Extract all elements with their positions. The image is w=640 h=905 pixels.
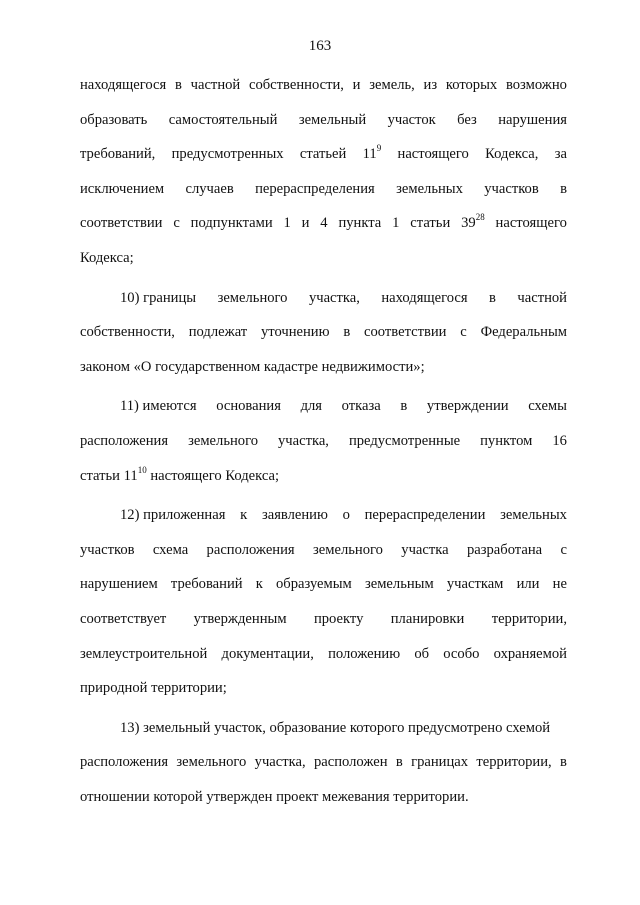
text-line (80, 498, 567, 533)
word: настоящего (397, 146, 469, 163)
word: участка, (308, 289, 360, 306)
text-line: статьи $11^{10}$ настоящего Кодекса; (80, 464, 280, 484)
word: Федеральным (480, 324, 567, 341)
word: участок (387, 111, 436, 128)
word: частной (190, 77, 241, 93)
word: положению (328, 645, 401, 662)
text-line: Кодекса; (80, 249, 134, 266)
word: соответствии (364, 324, 447, 341)
word: в (560, 180, 567, 197)
word: статьей (299, 146, 347, 163)
word: подпунктами (190, 215, 273, 232)
word: 12) приложенная (120, 507, 226, 524)
word: образовать (80, 111, 148, 128)
word: земель, (369, 77, 415, 93)
text-line (80, 424, 567, 459)
text-line (80, 602, 567, 637)
text-line (80, 137, 567, 172)
word: требований (170, 576, 243, 593)
word: и (352, 77, 361, 93)
text-line (80, 389, 567, 424)
word: в (400, 398, 408, 415)
word: утверждении (426, 398, 509, 415)
paragraph-item-13 (80, 711, 567, 815)
word: земельных (500, 507, 567, 524)
word: земельных (396, 180, 463, 197)
word: предусмотренные (348, 432, 461, 449)
word: схемы (528, 398, 567, 415)
word: землеустроительной (80, 645, 208, 662)
word: к (255, 576, 263, 593)
word: схема (152, 541, 189, 558)
word: земельного (217, 289, 288, 306)
word: подлежат (188, 324, 248, 341)
word: участка, (277, 432, 329, 449)
word: основания (216, 398, 281, 415)
word: в (560, 754, 567, 771)
word: соответствует (80, 610, 167, 627)
text-line: законом «О государственном кадастре недвижимости»; (80, 358, 425, 375)
word: случаев (185, 180, 234, 197)
word: Кодекса, (485, 146, 539, 163)
word: земельного (188, 432, 258, 449)
word: собственности, (248, 77, 344, 93)
document-body (80, 68, 567, 814)
word: которых (445, 77, 498, 93)
word: предусмотренных (171, 146, 284, 163)
word: участкам (446, 576, 504, 593)
word: земельным (364, 576, 434, 593)
word: расположения (80, 432, 169, 449)
text-line (80, 281, 567, 316)
word: возможно (505, 77, 567, 93)
text-line: природной территории; (80, 680, 227, 697)
text-line (80, 567, 567, 602)
text-line (80, 533, 567, 568)
word: находящегося (80, 77, 167, 93)
word: соответствии (80, 215, 163, 232)
word: участка (401, 541, 449, 558)
paragraph-item-10 (80, 281, 567, 385)
page-number: 163 (308, 38, 332, 54)
word: отказа (341, 398, 381, 415)
word: нарушением (80, 576, 158, 593)
word: в (174, 77, 182, 93)
word: частной (517, 289, 567, 306)
word: статьи (410, 215, 451, 232)
word: настоящего (495, 215, 567, 232)
paragraph-continuation (80, 68, 567, 276)
word: в (395, 754, 403, 771)
word: собственности, (80, 324, 175, 341)
word: расположения (80, 754, 169, 771)
word: 16 (552, 432, 567, 449)
word: и (301, 215, 310, 232)
paragraph-item-11 (80, 389, 567, 493)
paragraph-item-12 (80, 498, 567, 706)
text-line (80, 68, 567, 103)
word: из (423, 77, 438, 93)
text-line (80, 745, 567, 780)
word: исключением (80, 180, 165, 197)
text-line: отношении которой утвержден проект межевания территории. (80, 788, 469, 805)
text-line: 13) земельный участок, образование которого предусмотрено схемой (120, 719, 551, 736)
word: с (173, 215, 180, 232)
word: не (552, 576, 567, 593)
word: документации, (221, 645, 314, 662)
word: требований, (80, 146, 156, 163)
word: образуемым (275, 576, 352, 593)
word: уточнению (260, 324, 330, 341)
word: или (516, 576, 540, 593)
word: заявлению (261, 507, 328, 524)
word: территории, (476, 754, 552, 771)
word: 1 (283, 215, 291, 232)
superscript-reference: $11^{10}$ (123, 464, 147, 484)
word: с (460, 324, 467, 341)
word: планировки (390, 610, 465, 627)
word: земельный (298, 111, 367, 128)
word: проекту (313, 610, 364, 627)
word: для (300, 398, 323, 415)
text-line (80, 637, 567, 672)
word: участка, (254, 754, 306, 771)
word: в (343, 324, 351, 341)
word: перераспределения (255, 180, 375, 197)
word: особо (443, 645, 480, 662)
word: в (489, 289, 496, 306)
word: нарушения (498, 111, 567, 128)
text-line (80, 103, 567, 138)
word: земельного (176, 754, 247, 771)
word: 1 (392, 215, 400, 232)
word: границах (411, 754, 469, 771)
word: перераспределении (364, 507, 486, 524)
word: утвержденным (193, 610, 287, 627)
word: разработана (466, 541, 543, 558)
word: 10) границы (120, 289, 197, 306)
text-line (80, 206, 567, 241)
word: к (240, 507, 248, 524)
word: охраняемой (493, 645, 567, 662)
word: расположения (206, 541, 295, 558)
superscript-reference: $39^{28}$ (461, 212, 485, 232)
word: с (560, 541, 567, 558)
word: расположен (313, 754, 388, 771)
word: без (457, 111, 477, 128)
text-line (80, 315, 567, 350)
superscript-reference: $11^9$ (362, 143, 382, 163)
text-line (80, 172, 567, 207)
word: земельного (313, 541, 383, 558)
word: территории, (491, 610, 567, 627)
word: пунктом (480, 432, 533, 449)
word: участков (484, 180, 539, 197)
word: о (342, 507, 350, 524)
word: пункта (338, 215, 382, 232)
word: находящегося (381, 289, 468, 306)
word: участков (80, 541, 135, 558)
word: 4 (320, 215, 328, 232)
word: самостоятельный (168, 111, 278, 128)
word: за (554, 146, 567, 163)
word: 11) имеются (120, 398, 197, 415)
word: об (414, 645, 430, 662)
